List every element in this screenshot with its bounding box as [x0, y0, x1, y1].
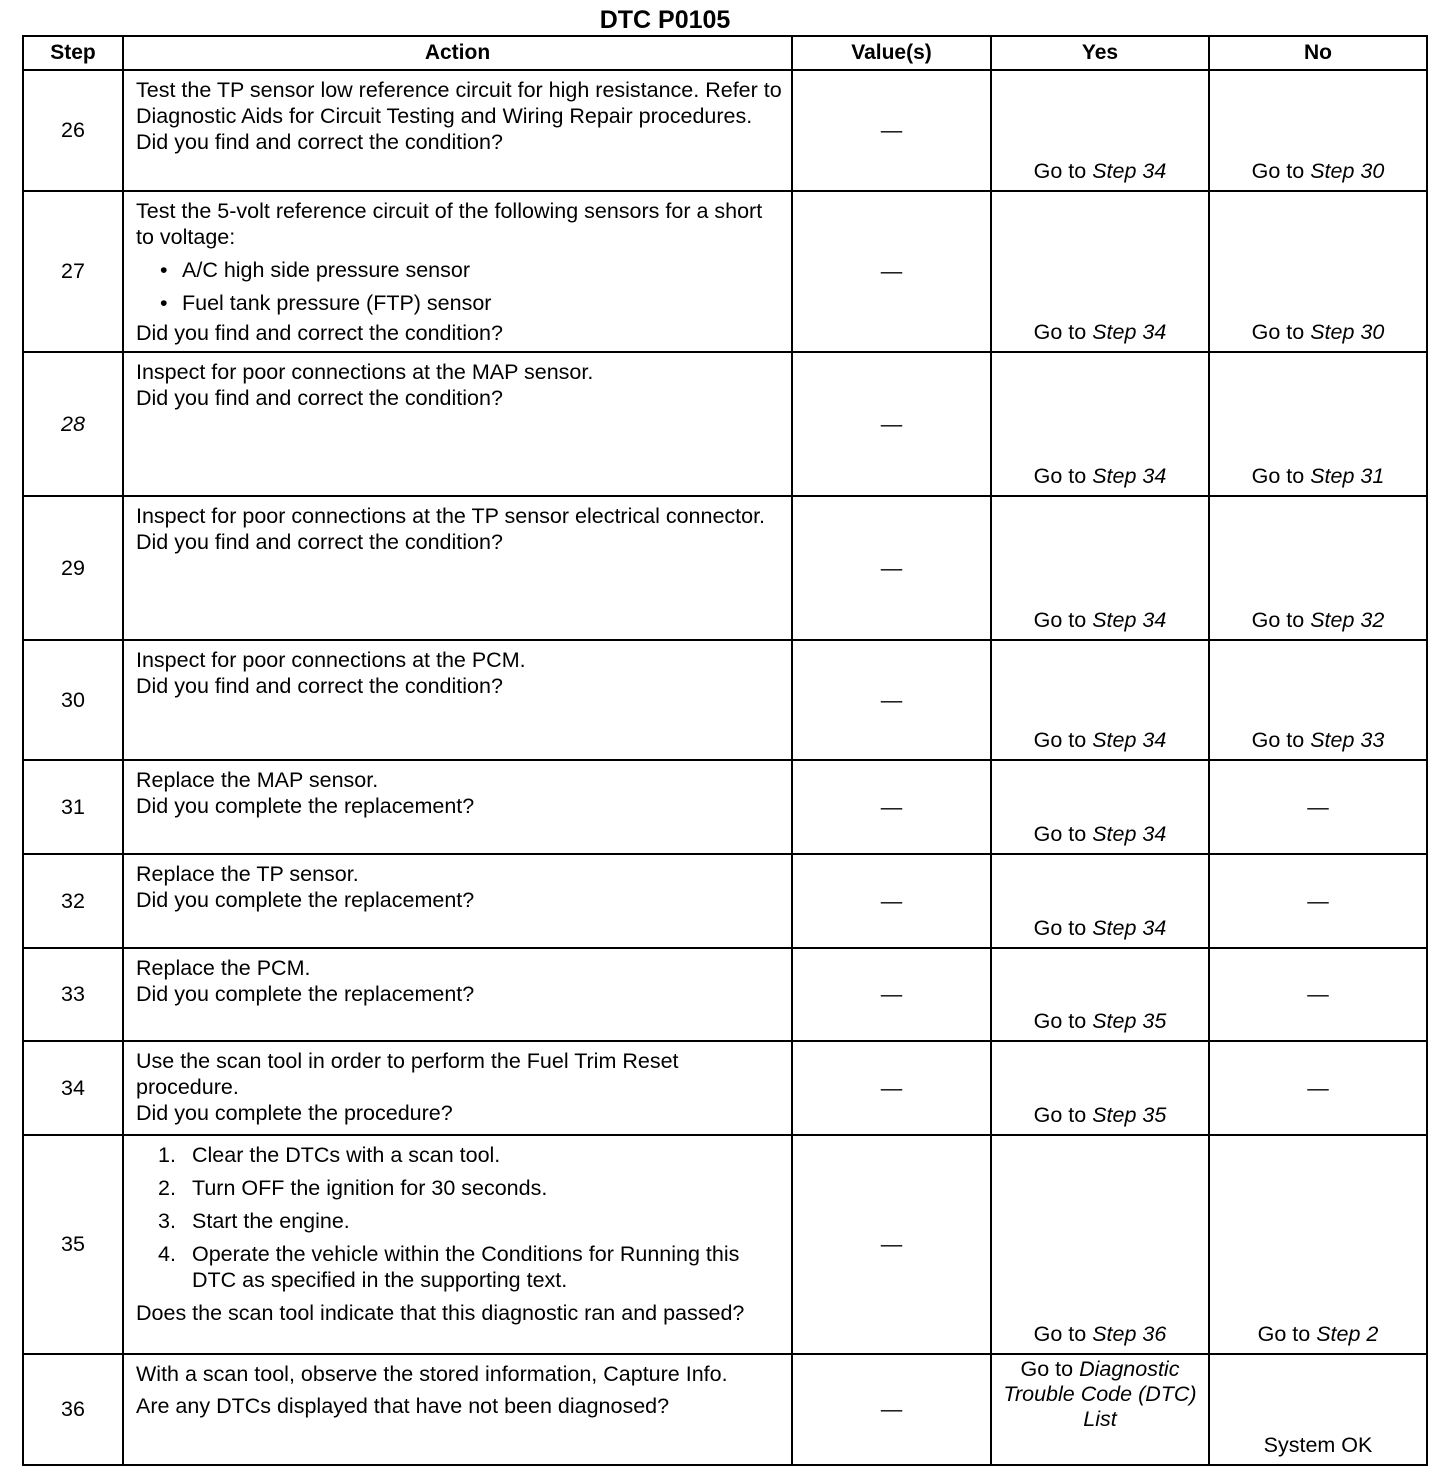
yes-prefix: Go to [1033, 608, 1093, 632]
table-header-row [23, 36, 1427, 70]
yes-step-link[interactable]: Step 35 [1092, 1103, 1167, 1127]
action-cell [123, 1041, 792, 1135]
no-step-link[interactable]: Step 31 [1310, 464, 1385, 488]
column-header-no: No [1209, 36, 1427, 70]
action-text: Use the scan tool in order to perform the Fuel Trim Reset procedure. [136, 1049, 679, 1099]
no-step-link[interactable]: Step 33 [1310, 728, 1385, 752]
value-cell: — [792, 1135, 991, 1354]
yes-cell [991, 854, 1209, 948]
list-item: 2. Turn OFF the ignition for 30 seconds. [158, 1176, 548, 1200]
yes-step-link[interactable]: Step 34 [1092, 608, 1167, 632]
value-cell: — [792, 1041, 991, 1135]
no-cell [1209, 70, 1427, 191]
action-cell [123, 948, 792, 1041]
yes-prefix: Go to [1033, 1009, 1093, 1033]
table-row [23, 760, 1427, 854]
no-cell: — [1209, 948, 1427, 1041]
yes-dtc-list-link[interactable]: Diagnostic Trouble Code (DTC) List [1003, 1357, 1197, 1431]
table-row [23, 352, 1427, 496]
list-item: 1. Clear the DTCs with a scan tool. [158, 1143, 501, 1167]
action-question: Did you complete the replacement? [136, 794, 475, 818]
no-prefix: Go to [1251, 464, 1311, 488]
yes-step-link[interactable]: Step 34 [1092, 464, 1167, 488]
table-row [23, 191, 1427, 352]
value-cell: — [792, 70, 991, 191]
action-cell [123, 70, 792, 191]
action-cell [123, 640, 792, 760]
action-cell [123, 760, 792, 854]
table-row [23, 640, 1427, 760]
yes-prefix: Go to [1020, 1357, 1080, 1381]
step-number: 30 [23, 640, 123, 760]
no-step-link[interactable]: Step 2 [1316, 1322, 1379, 1346]
column-header-action: Action [123, 36, 792, 70]
no-cell: — [1209, 854, 1427, 948]
column-header-step: Step [23, 36, 123, 70]
no-step-link[interactable]: Step 30 [1310, 320, 1385, 344]
yes-prefix: Go to [1033, 1322, 1093, 1346]
value-cell: — [792, 854, 991, 948]
no-step-link[interactable]: Step 30 [1310, 159, 1385, 183]
step-number: 34 [23, 1041, 123, 1135]
yes-prefix: Go to [1033, 822, 1093, 846]
list-item: • Fuel tank pressure (FTP) sensor [160, 287, 783, 320]
no-prefix: Go to [1251, 320, 1311, 344]
yes-cell [991, 760, 1209, 854]
action-question: Did you find and correct the condition? [136, 130, 503, 154]
step-number: 35 [23, 1135, 123, 1354]
yes-cell [991, 191, 1209, 352]
yes-cell [991, 70, 1209, 191]
no-prefix: Go to [1251, 728, 1311, 752]
action-text: Replace the PCM. [136, 956, 311, 980]
action-cell [123, 1135, 792, 1354]
no-step-link[interactable]: Step 32 [1310, 608, 1385, 632]
table-row [23, 1135, 1427, 1354]
diagnostic-table [22, 35, 1428, 1466]
step-number: 33 [23, 948, 123, 1041]
yes-prefix: Go to [1033, 916, 1093, 940]
no-cell [1209, 191, 1427, 352]
value-cell: — [792, 496, 991, 640]
action-cell [123, 496, 792, 640]
yes-cell [991, 640, 1209, 760]
value-cell: — [792, 352, 991, 496]
action-question: Did you complete the replacement? [136, 888, 475, 912]
yes-step-link[interactable]: Step 35 [1092, 1009, 1167, 1033]
action-question: Does the scan tool indicate that this diagnostic ran and passed? [136, 1301, 745, 1325]
action-cell [123, 191, 792, 352]
step-number: 31 [23, 760, 123, 854]
table-row [23, 1041, 1427, 1135]
yes-step-link[interactable]: Step 34 [1092, 916, 1167, 940]
action-question: Did you find and correct the condition? [136, 386, 503, 410]
action-question: Did you complete the procedure? [136, 1101, 453, 1125]
no-cell [1209, 352, 1427, 496]
yes-cell [991, 948, 1209, 1041]
table-row [23, 496, 1427, 640]
step-number: 28 [23, 352, 123, 496]
action-text: Replace the TP sensor. [136, 862, 359, 886]
yes-cell [991, 496, 1209, 640]
no-cell: — [1209, 760, 1427, 854]
yes-cell [991, 1354, 1209, 1465]
action-question: Are any DTCs displayed that have not been diagnosed? [136, 1394, 670, 1418]
page-title: DTC P0105 [599, 6, 731, 34]
yes-cell [991, 1041, 1209, 1135]
step-number: 26 [23, 70, 123, 191]
action-question: Did you find and correct the condition? [136, 530, 503, 554]
value-cell: — [792, 948, 991, 1041]
table-row [23, 70, 1427, 191]
yes-prefix: Go to [1033, 464, 1093, 488]
action-text: Test the TP sensor low reference circuit for high resistance. Refer to Diagnostic Aids for Circuit Testing and Wiring Repair procedures. [136, 78, 782, 128]
yes-prefix: Go to [1033, 159, 1093, 183]
yes-step-link[interactable]: Step 36 [1092, 1322, 1167, 1346]
no-cell: — [1209, 1041, 1427, 1135]
yes-step-link[interactable]: Step 34 [1092, 822, 1167, 846]
step-number: 36 [23, 1354, 123, 1465]
yes-step-link[interactable]: Step 34 [1092, 320, 1167, 344]
yes-prefix: Go to [1033, 320, 1093, 344]
value-cell: — [792, 640, 991, 760]
numbered-list [136, 1142, 783, 1293]
action-cell [123, 1354, 792, 1465]
value-cell: — [792, 760, 991, 854]
step-number: 27 [23, 191, 123, 352]
action-question: Did you find and correct the condition? [136, 321, 503, 345]
action-cell [123, 854, 792, 948]
yes-prefix: Go to [1033, 1103, 1093, 1127]
action-question: Did you find and correct the condition? [136, 674, 503, 698]
no-cell [1209, 496, 1427, 640]
no-cell [1209, 1135, 1427, 1354]
column-header-values: Value(s) [792, 36, 991, 70]
table-row [23, 948, 1427, 1041]
no-prefix: Go to [1251, 608, 1311, 632]
action-text: With a scan tool, observe the stored information, Capture Info. [136, 1362, 728, 1386]
table-row [23, 854, 1427, 948]
no-cell: System OK [1209, 1354, 1427, 1465]
value-cell: — [792, 191, 991, 352]
step-number: 29 [23, 496, 123, 640]
action-text: Inspect for poor connections at the TP sensor electrical connector. [136, 504, 766, 528]
yes-step-link[interactable]: Step 34 [1092, 159, 1167, 183]
action-text: Test the 5-volt reference circuit of the following sensors for a short to voltage: [136, 199, 763, 249]
action-text: Inspect for poor connections at the MAP sensor. [136, 360, 594, 384]
yes-cell [991, 352, 1209, 496]
action-text: Inspect for poor connections at the PCM. [136, 648, 526, 672]
step-number: 32 [23, 854, 123, 948]
bullet-list [136, 254, 783, 320]
action-cell [123, 352, 792, 496]
list-item: • A/C high side pressure sensor [160, 254, 783, 287]
action-question: Did you complete the replacement? [136, 982, 475, 1006]
no-cell [1209, 640, 1427, 760]
yes-prefix: Go to [1033, 728, 1093, 752]
table-row [23, 1354, 1427, 1465]
list-item: 3. Start the engine. [158, 1209, 350, 1233]
column-header-yes: Yes [991, 36, 1209, 70]
no-prefix: Go to [1257, 1322, 1317, 1346]
action-text: Replace the MAP sensor. [136, 768, 379, 792]
list-item: 4. Operate the vehicle within the Conditions for Running this DTC as specified in the supporting text. [158, 1242, 740, 1292]
yes-cell [991, 1135, 1209, 1354]
value-cell: — [792, 1354, 991, 1465]
no-prefix: Go to [1251, 159, 1311, 183]
yes-step-link[interactable]: Step 34 [1092, 728, 1167, 752]
